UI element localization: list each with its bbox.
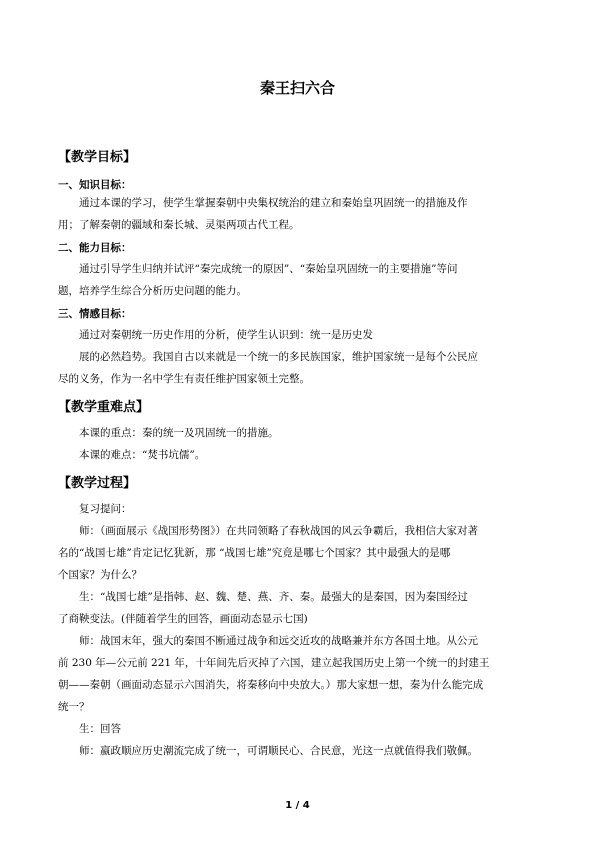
knowledge-goal-heading: 一、知识目标： xyxy=(58,179,132,191)
ability-goal-heading: 二、能力目标： xyxy=(58,242,132,254)
process-line: 师：战国末年，强大的秦国不断通过战争和远交近攻的战略兼并东方各国土地。从公元 xyxy=(79,635,478,647)
emotion-line: 展的必然趋势。我国自古以来就是一个统一的多民族国家，维护国家统一是每个公民应 xyxy=(79,351,478,363)
key-difficulty-line: 本课的难点：“焚书坑儒”。 xyxy=(79,449,206,461)
process-line: 生：“战国七雄”是指韩、赵、魏、楚、燕、齐、秦。最强大的是秦国，因为秦国经过 xyxy=(79,591,468,603)
emotion-line: 尽的义务，作为一名中学生有责任维护国家领土完整。 xyxy=(58,373,310,385)
key-focus-line: 本课的重点：秦的统一及巩固统一的措施。 xyxy=(79,427,279,439)
emotion-goal-heading: 三、情感目标： xyxy=(58,308,132,320)
process-line: 师：嬴政顺应历史潮流完成了统一，可谓顺民心、合民意，光这一点就值得我们敬佩。 xyxy=(79,745,478,757)
process-line: 了商鞅变法。(伴随着学生的回答，画面动态显示七国) xyxy=(58,613,308,625)
document-title: 秦王扫六合 xyxy=(259,79,335,97)
knowledge-line: 通过本课的学习，使学生掌握秦朝中央集权统治的建立和秦始皇巩固统一的措施及作 xyxy=(79,197,468,209)
page-number: 1 / 4 xyxy=(285,800,310,811)
process-line: 生：回答 xyxy=(79,723,121,735)
process-line: 个国家？为什么？ xyxy=(58,569,142,581)
process-line: 统一？ xyxy=(58,701,90,713)
knowledge-line: 用；了解秦朝的疆域和秦长城、灵渠两项古代工程。 xyxy=(58,219,300,231)
process-line: 名的“战国七雄”肯定记忆犹新，那 “战国七雄”究竟是哪七个国家？其中最强大的是哪 xyxy=(58,547,451,559)
ability-line: 题，培养学生综合分析历史问题的能力。 xyxy=(58,285,247,297)
emotion-line: 通过对秦朝统一历史作用的分析，使学生认识到：统一是历史发 xyxy=(79,329,373,341)
ability-line: 通过引导学生归纳并试评“秦完成统一的原因”、“秦始皇巩固统一的主要措施”等问 xyxy=(79,263,458,275)
process-line: 复习提问： xyxy=(79,503,132,515)
process-line: 前 230 年—公元前 221 年，十年间先后灭掉了六国，建立起我国历史上第一个统一的封建王 xyxy=(58,657,490,669)
process-line: 师：（画面展示《战国形势图》）在共同领略了春秋战国的风云争霸后，我相信大家对著 xyxy=(79,525,478,537)
section-key-difficulties: 【教学重难点】 xyxy=(58,400,150,415)
section-teaching-process: 【教学过程】 xyxy=(58,476,137,491)
process-line: 朝——秦朝（画面动态显示六国消失，将秦移向中央放大。）那大家想一想，秦为什么能完成 xyxy=(58,679,484,691)
section-teaching-goals: 【教学目标】 xyxy=(58,150,137,165)
